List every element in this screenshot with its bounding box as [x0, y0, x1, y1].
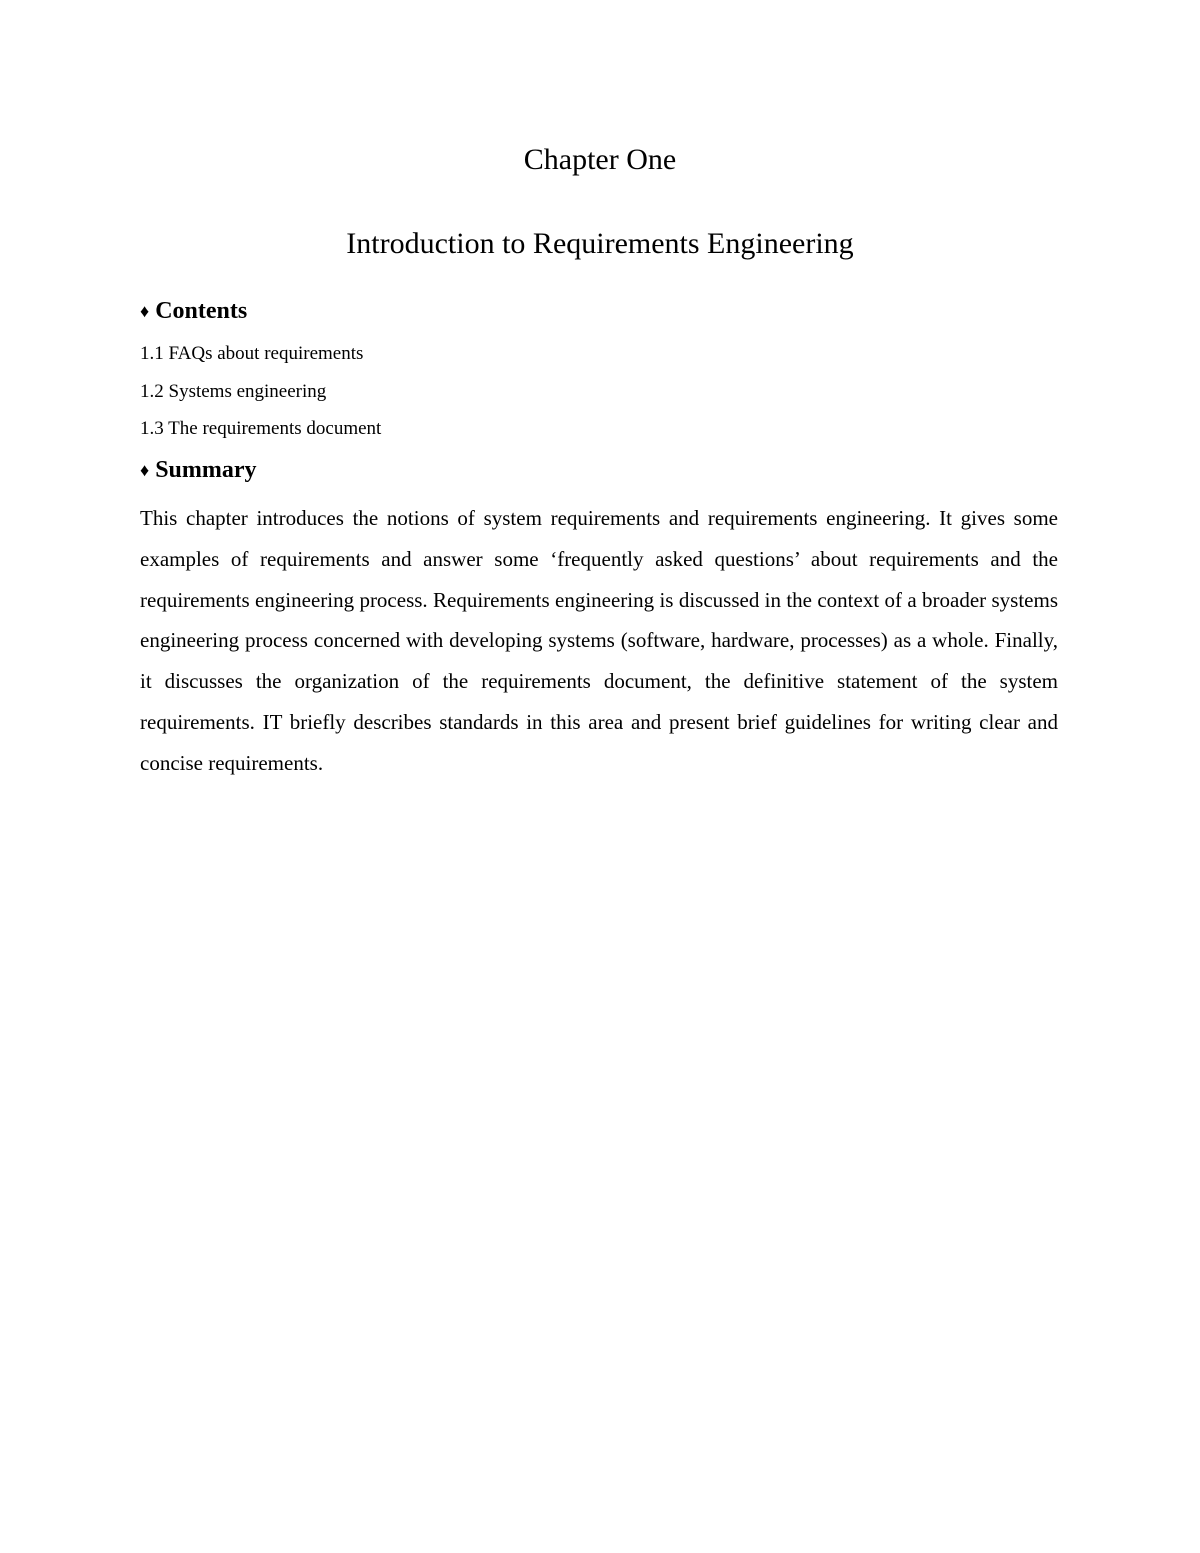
contents-heading-label: Contents [155, 298, 248, 324]
page-title: Introduction to Requirements Engineering [346, 227, 854, 260]
diamond-bullet-icon: ♦ [140, 301, 150, 321]
contents-list [140, 342, 381, 455]
list-item: 1.2 Systems engineering [140, 380, 327, 402]
chapter-title: Chapter One [523, 143, 677, 176]
summary-heading [140, 455, 257, 486]
list-item: 1.3 The requirements document [140, 418, 382, 439]
list-item: 1.1 FAQs about requirements [140, 343, 364, 364]
contents-heading [140, 296, 247, 327]
summary-heading-label: Summary [155, 457, 257, 483]
summary-paragraph: This chapter introduces the notions of system requirements and requirements engineering. It gives some examples of requirements and answer some ‘frequently asked questions’ about requirements and the requirements engineering process. Requirements engineering is discussed in the context of a broader systems engineering process concerned with developing systems (software, hardware, processes) as a whole. Finally, it discusses the organization of the requirements document, the definitive statement of the system requirements. IT briefly describes standards in this area and present brief guidelines for writing clear and concise requirements. [140, 506, 1058, 775]
diamond-bullet-icon: ♦ [140, 460, 150, 480]
